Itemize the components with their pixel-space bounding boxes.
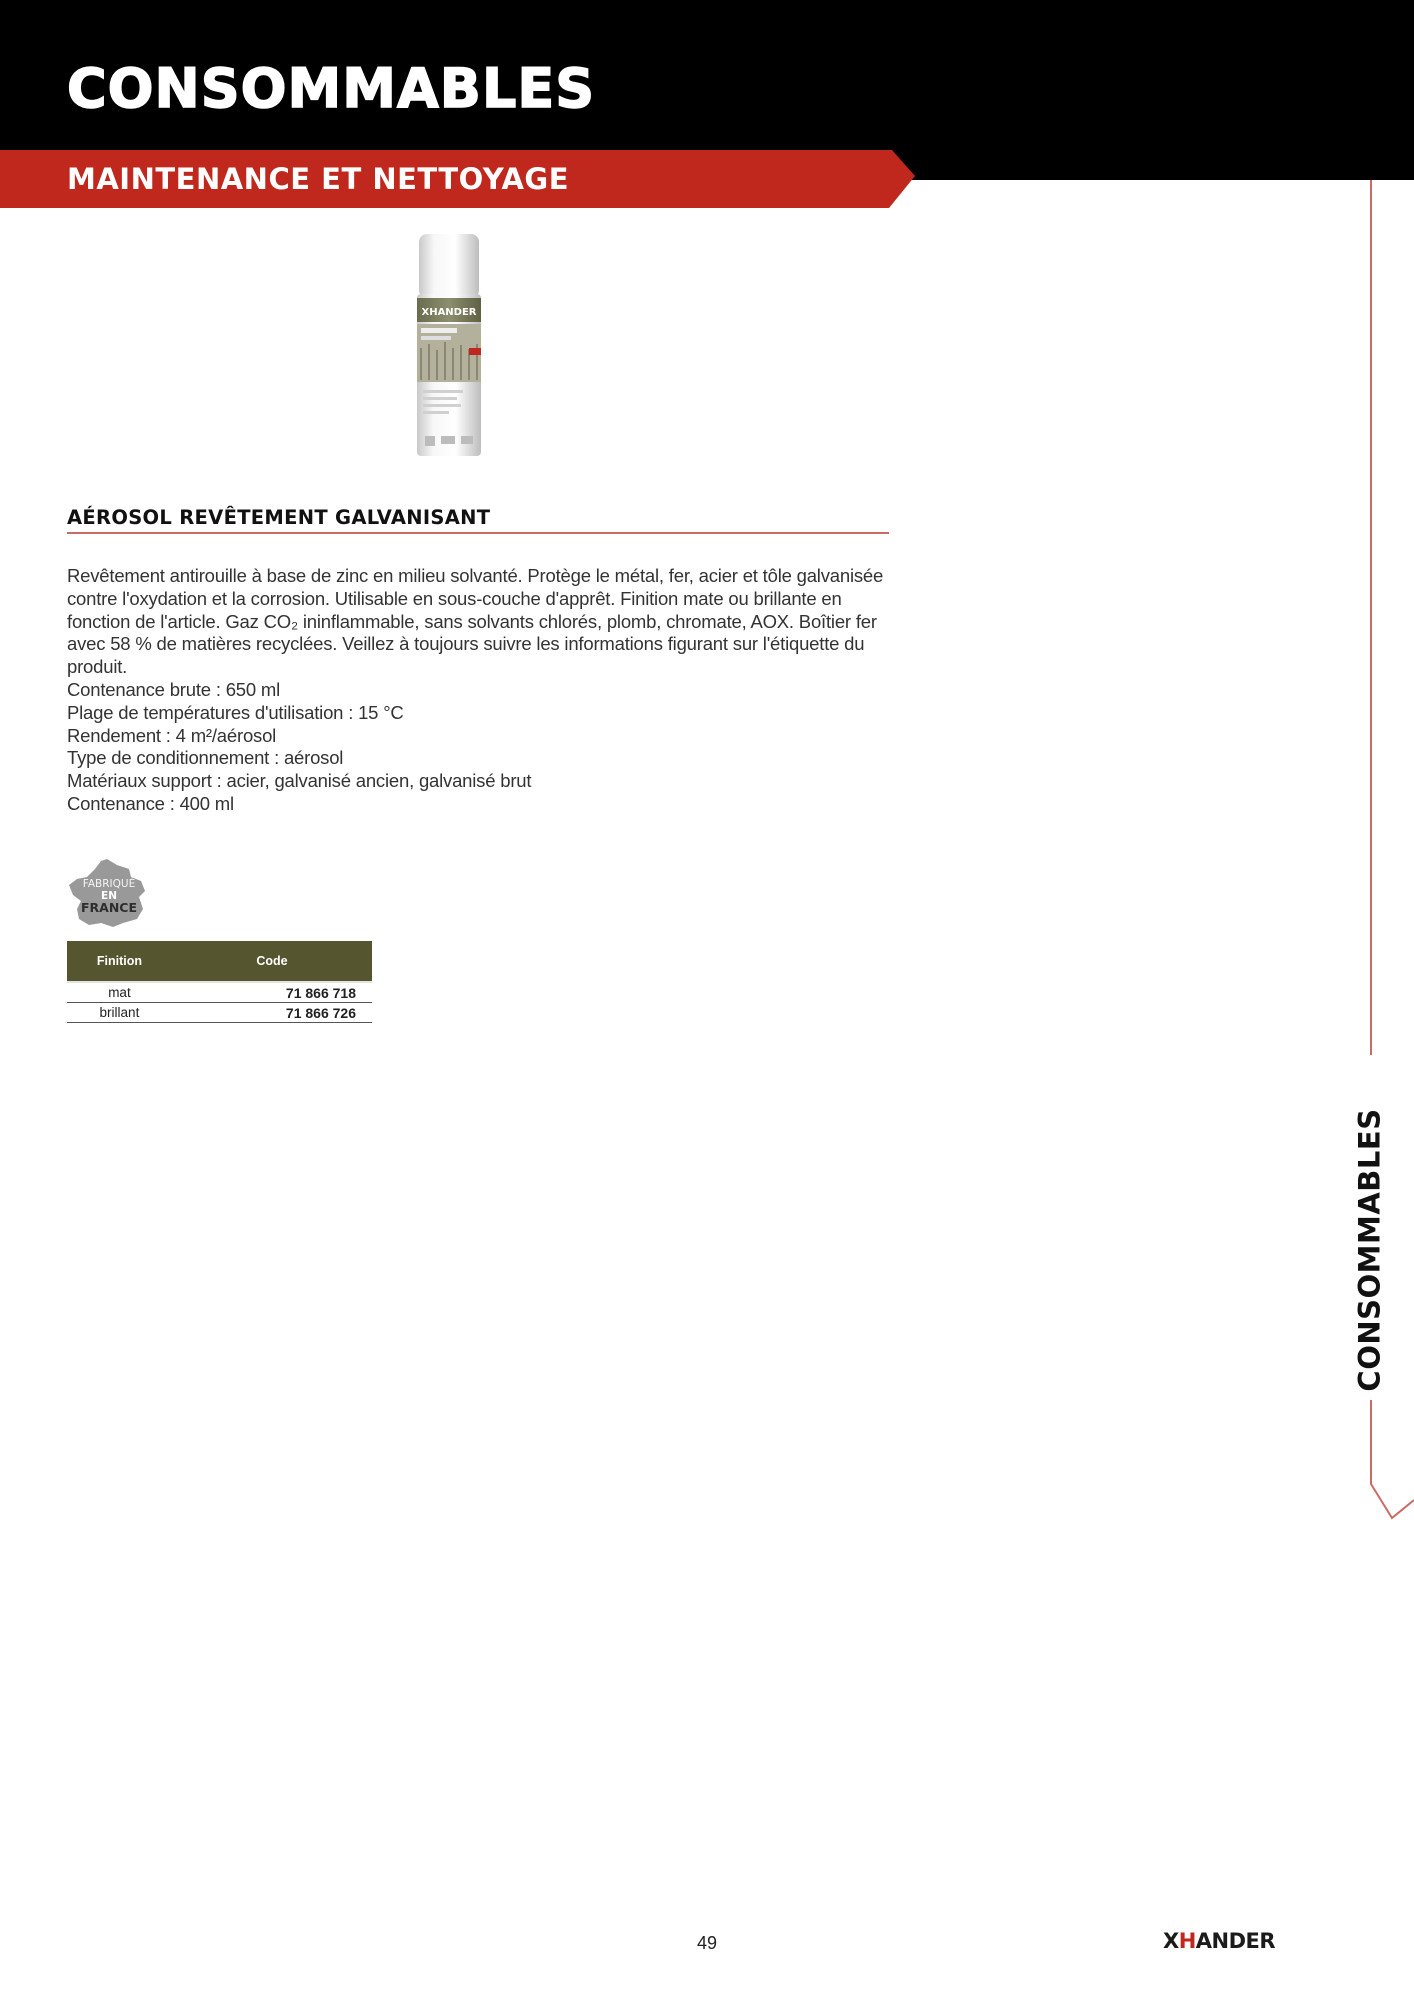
page-number: 49 [696,1933,718,1953]
table-row [67,1003,372,1023]
spec-temperature: Plage de températures d'utilisation : 15 °C [67,701,404,723]
spec-yield: Rendement : 4 m²/aérosol [67,724,277,746]
side-tab-label [1345,1108,1395,1392]
badge-line-2: EN [101,889,117,902]
section-title: MAINTENANCE ET NETTOYAGE [67,162,570,196]
cell-code: 71 866 726 [172,1003,372,1023]
badge-line-3: FRANCE [80,900,137,915]
side-tab-text: CONSOMMABLES [1353,1108,1387,1392]
logo-part-ander: ANDER [1195,1929,1276,1953]
product-title: AÉROSOL REVÊTEMENT GALVANISANT [67,506,491,529]
spec-substrates: Matériaux support : acier, galvanisé ancien, galvanisé brut [67,770,532,792]
logo-part-h: H [1178,1929,1196,1953]
table-row [67,982,372,1003]
brand-logo [1163,1929,1275,1953]
product-description [67,565,897,816]
cell-finish: mat [67,982,172,1003]
page-title: CONSOMMABLES [67,57,596,120]
badge-text [67,879,151,914]
badge-line-1: FABRIQUÉ [82,878,136,890]
column-header-code: Code [172,941,372,982]
title-underline [67,532,889,534]
cell-finish: brillant [67,1003,172,1023]
logo-part-x: X [1163,1929,1179,1953]
spec-packaging: Type de conditionnement : aérosol [67,747,344,769]
cell-code: 71 866 718 [172,982,372,1003]
svg-text:XHANDER: XHANDER [421,307,477,318]
column-header-finish: Finition [67,941,172,982]
aerosol-can-image [405,230,495,462]
description-paragraph: Revêtement antirouille à base de zinc en milieu solvanté. Protège le métal, fer, acier et tôle galvanisée contre l'oxydation et la corrosion. Utilisable en sous-couche d'apprêt. Finition mate ou brillante en fonction de l'article. Gaz CO₂ ininflammable, sans solvants chlorés, plomb, chromate, AOX. Boîtier fer avec 58 % de matières recyclées. Veillez à toujours suivre les informations figurant sur l'étiquette du produit. [67,565,884,678]
product-code-table [67,941,372,1023]
table-header-row [67,941,372,982]
spec-gross-capacity: Contenance brute : 650 ml [67,678,281,700]
spec-capacity: Contenance : 400 ml [67,792,234,814]
